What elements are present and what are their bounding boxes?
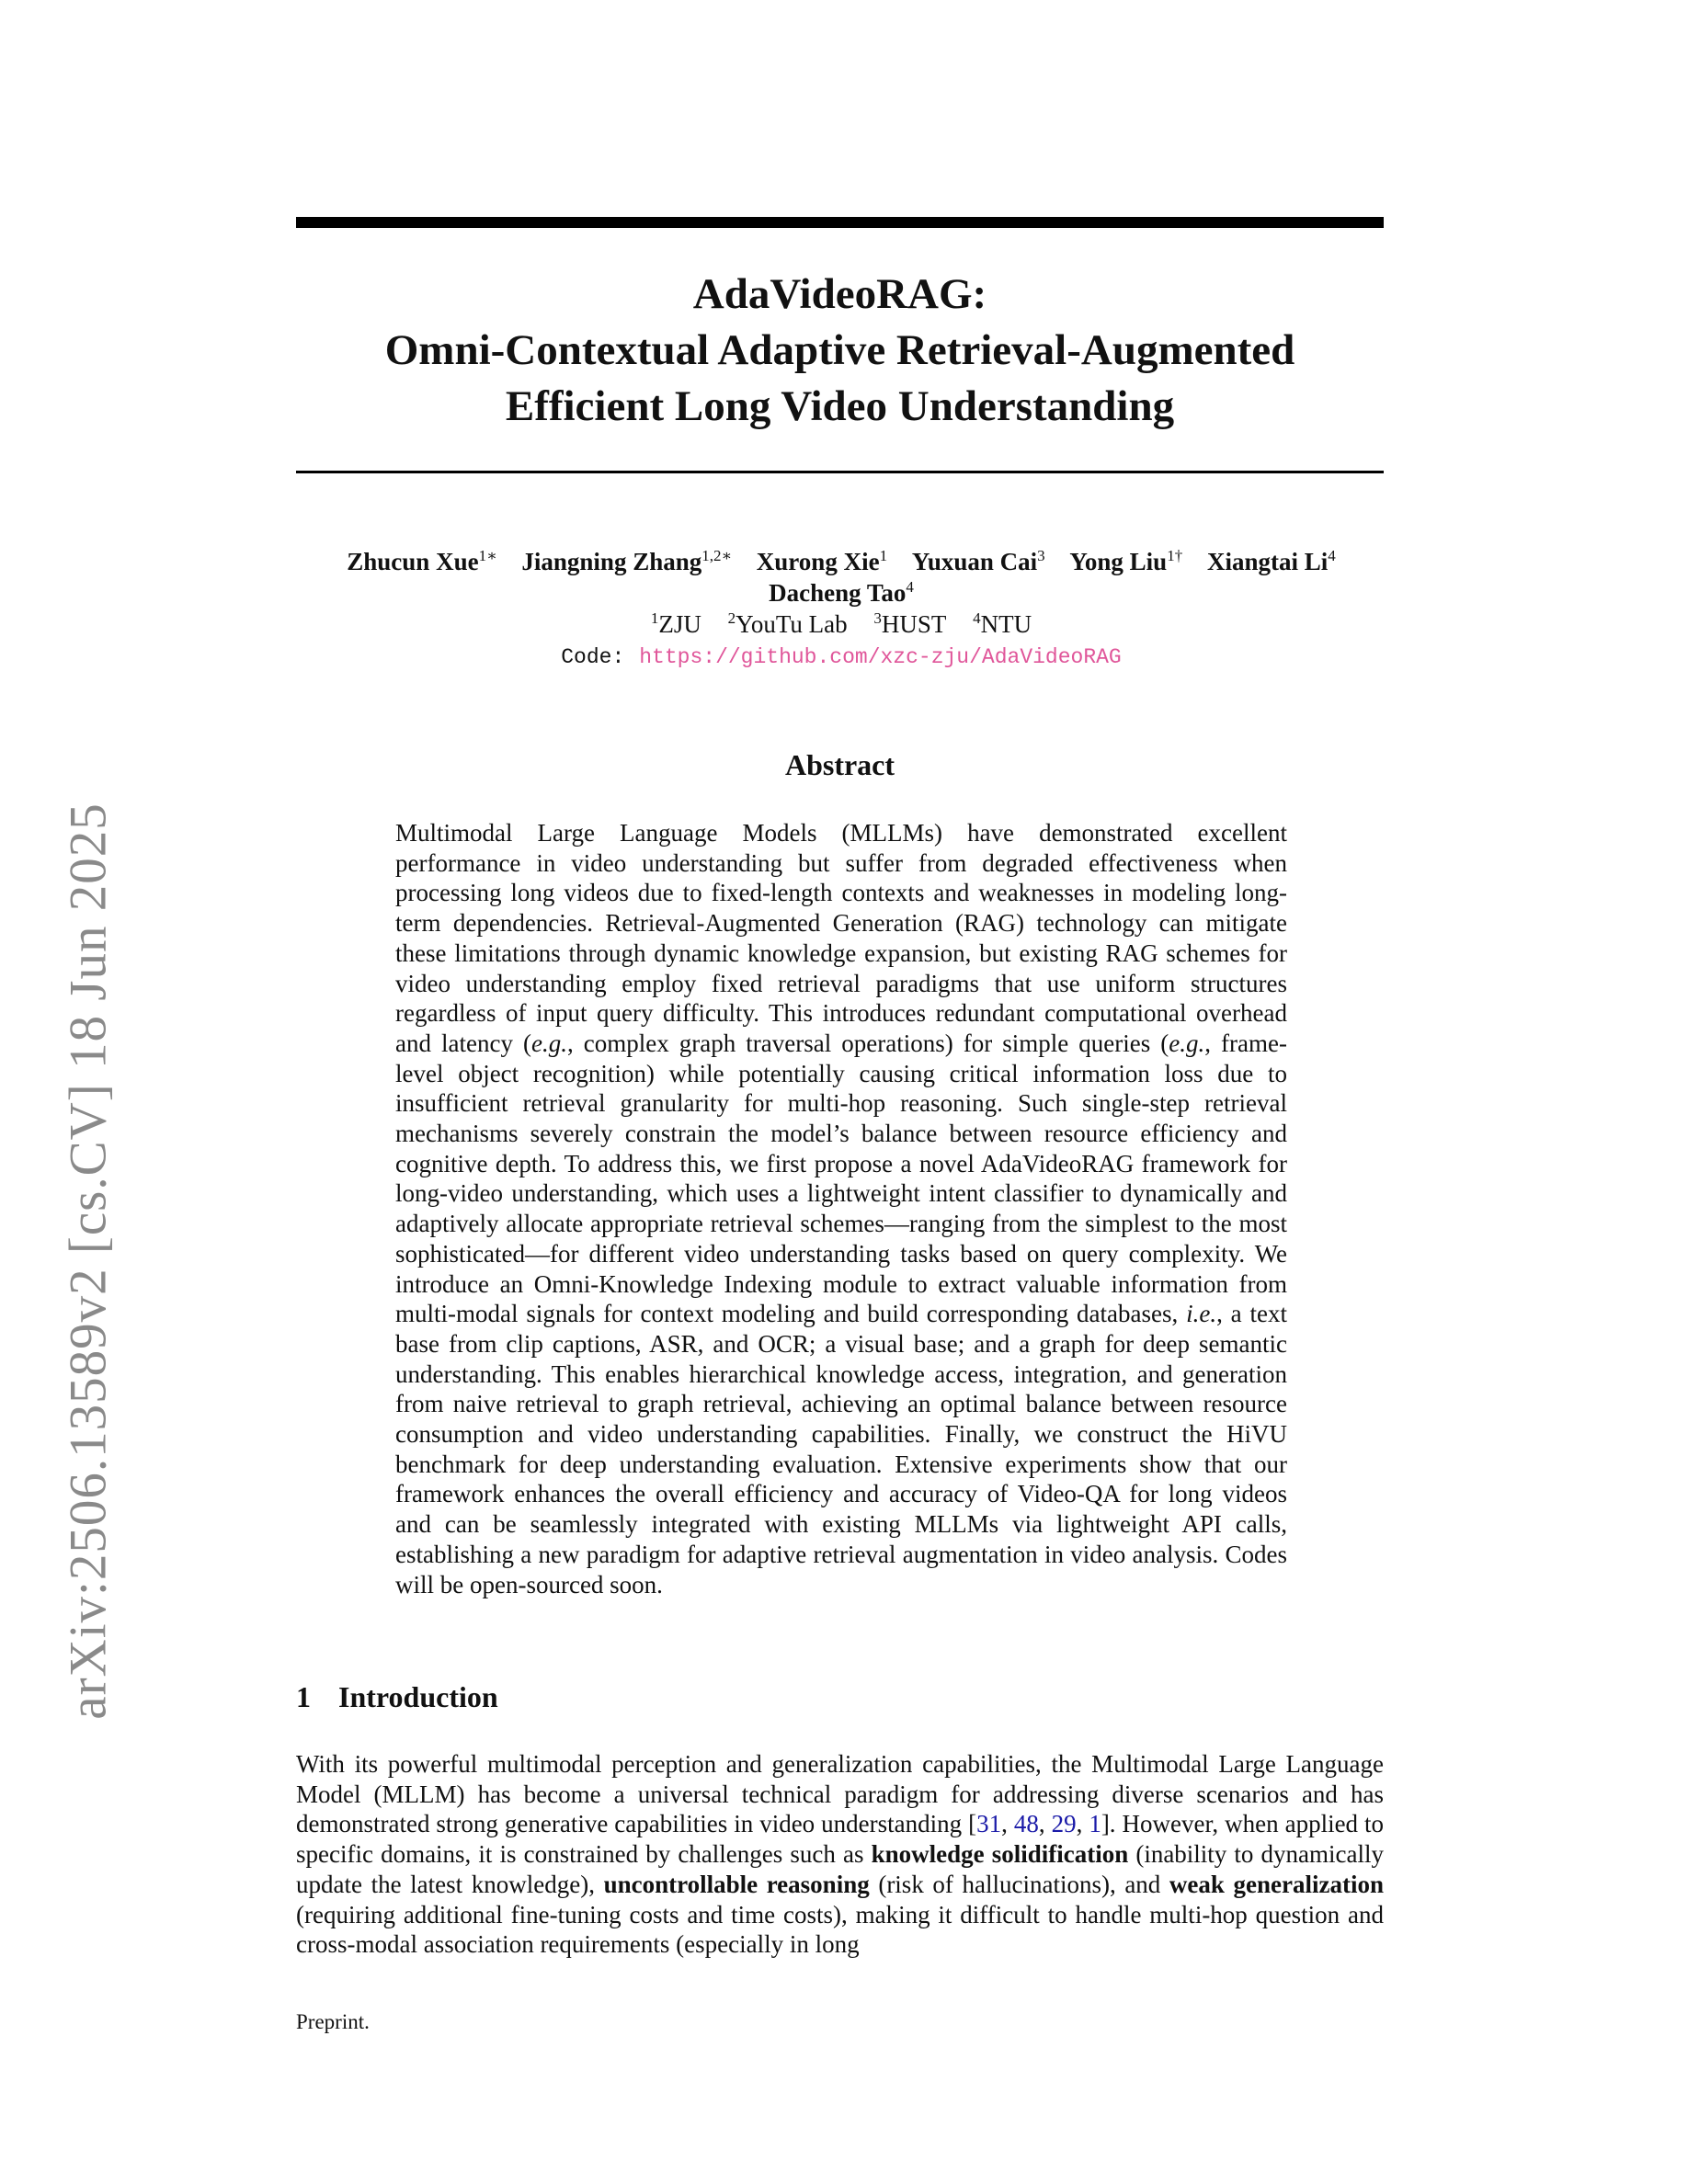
title-bottom-rule — [296, 471, 1384, 473]
title-top-rule — [296, 217, 1384, 228]
author-block — [276, 546, 1407, 673]
section-heading-introduction — [296, 1678, 498, 1715]
section-title: Introduction — [338, 1680, 498, 1713]
author-name: Jiangning Zhang$^{1,2∗}$ — [521, 547, 733, 575]
footer-preprint-note: Preprint. — [296, 2010, 370, 2033]
author-name: Xurong Xie$^1$ — [756, 547, 888, 575]
paper-title — [296, 267, 1384, 435]
abstract-heading: Abstract — [784, 748, 895, 781]
title-line-2: Omni-Contextual Adaptive Retrieval-Augmented — [384, 326, 1295, 374]
abstract-paragraph: Multimodal Large Language Models (MLLMs) have demonstrated excellent performance in video understanding but suffer from degraded effectiveness when processing long videos due to fixed-length contexts and weaknesses in modeling long-term dependencies. Retrieval-Augmented Generation (RAG) technology can mitigate these limitations through dynamic knowledge expansion, but existing RAG schemes for video understanding employ fixed retrieval paradigms that use uniform structures regardless of input query difficulty. This introduces redundant computational overhead and latency (e.g., complex graph traversal operations) for simple queries (e.g., frame-level object recognition) while potentially causing critical information loss due to insufficient retrieval granularity for multi-hop reasoning. Such single-step retrieval mechanisms severely constrain the model’s balance between resource efficiency and cognitive depth. To address this, we first propose a novel AdaVideoRAG framework for long-video understanding, which uses a lightweight intent classifier to dynamically and adaptively allocate appropriate retrieval schemes—ranging from the simplest to the most sophisticated—for different video understanding tasks based on query complexity. We introduce an Omni-Knowledge Indexing module to extract valuable information from multi-modal signals for context modeling and build corresponding databases, i.e., a text base from clip captions, ASR, and OCR; a visual base; and a graph for deep semantic understanding. This enables hierarchical knowledge access, integration, and generation from naive retrieval to graph retrieval, achieving an optimal balance between resource consumption and video understanding capabilities. Finally, we construct the HiVU benchmark for deep understanding evaluation. Extensive experiments show that our framework enhances the overall efficiency and accuracy of Video-QA for long videos and can be seamlessly integrated with existing MLLMs via lightweight API calls, establishing a new paradigm for adaptive retrieval augmentation in video analysis. Codes will be open-sourced soon. — [395, 819, 1287, 1598]
introduction-body — [296, 1749, 1384, 1960]
author-row-2 — [276, 577, 1407, 609]
arxiv-identifier-stamp[interactable]: arXiv:2506.13589v2 [cs.CV] 18 Jun 2025 — [59, 802, 118, 1720]
title-line-1: AdaVideoRAG: — [692, 270, 987, 318]
citation-link[interactable]: 48 — [1013, 1810, 1039, 1838]
author-name: Yong Liu$^{1\dagger}$ — [1069, 547, 1183, 575]
citation-link[interactable]: 29 — [1051, 1810, 1077, 1838]
author-row-1 — [276, 546, 1407, 577]
affiliations — [276, 609, 1407, 640]
citation-link[interactable]: 1 — [1089, 1810, 1101, 1838]
affiliation: $^4$NTU — [973, 609, 1032, 638]
title-line-3: Efficient Long Video Understanding — [505, 382, 1175, 430]
citation-link[interactable]: 31 — [976, 1810, 1002, 1838]
introduction-paragraph: With its powerful multimodal perception and generalization capabilities, the Multimodal Large Language Model (MLLM) has become a universal technical paradigm for addressing diverse scenarios and has demonstrated strong generative capabilities in video understanding [31, 48, 29, 1]. However, when applied to specific domains, it is constrained by challenges such as knowledge solidification (inability to dynamically update the latest knowledge), uncontrollable reasoning (risk of hallucinations), and weak generalization (requiring additional fine-tuning costs and time costs), making it difficult to handle multi-hop question and cross-modal association requirements (especially in long — [296, 1750, 1385, 1959]
author-name: Yuxuan Cai$^3$ — [911, 547, 1045, 575]
abstract-body — [395, 818, 1287, 1599]
section-number: 1 — [296, 1680, 311, 1713]
author-name: Dacheng Tao$^4$ — [769, 578, 914, 607]
affiliation: $^1$ZJU — [650, 609, 701, 638]
code-line — [276, 642, 1407, 673]
affiliation: $^2$YouTu Lab — [727, 609, 848, 638]
author-name: Zhucun Xue$^{1∗}$ — [347, 547, 497, 575]
affiliation: $^3$HUST — [873, 609, 947, 638]
author-name: Xiangtai Li$^4$ — [1206, 547, 1336, 575]
code-repository-link[interactable]: https://github.com/xzc-zju/AdaVideoRAG — [639, 645, 1122, 669]
code-label: Code: — [561, 645, 625, 669]
